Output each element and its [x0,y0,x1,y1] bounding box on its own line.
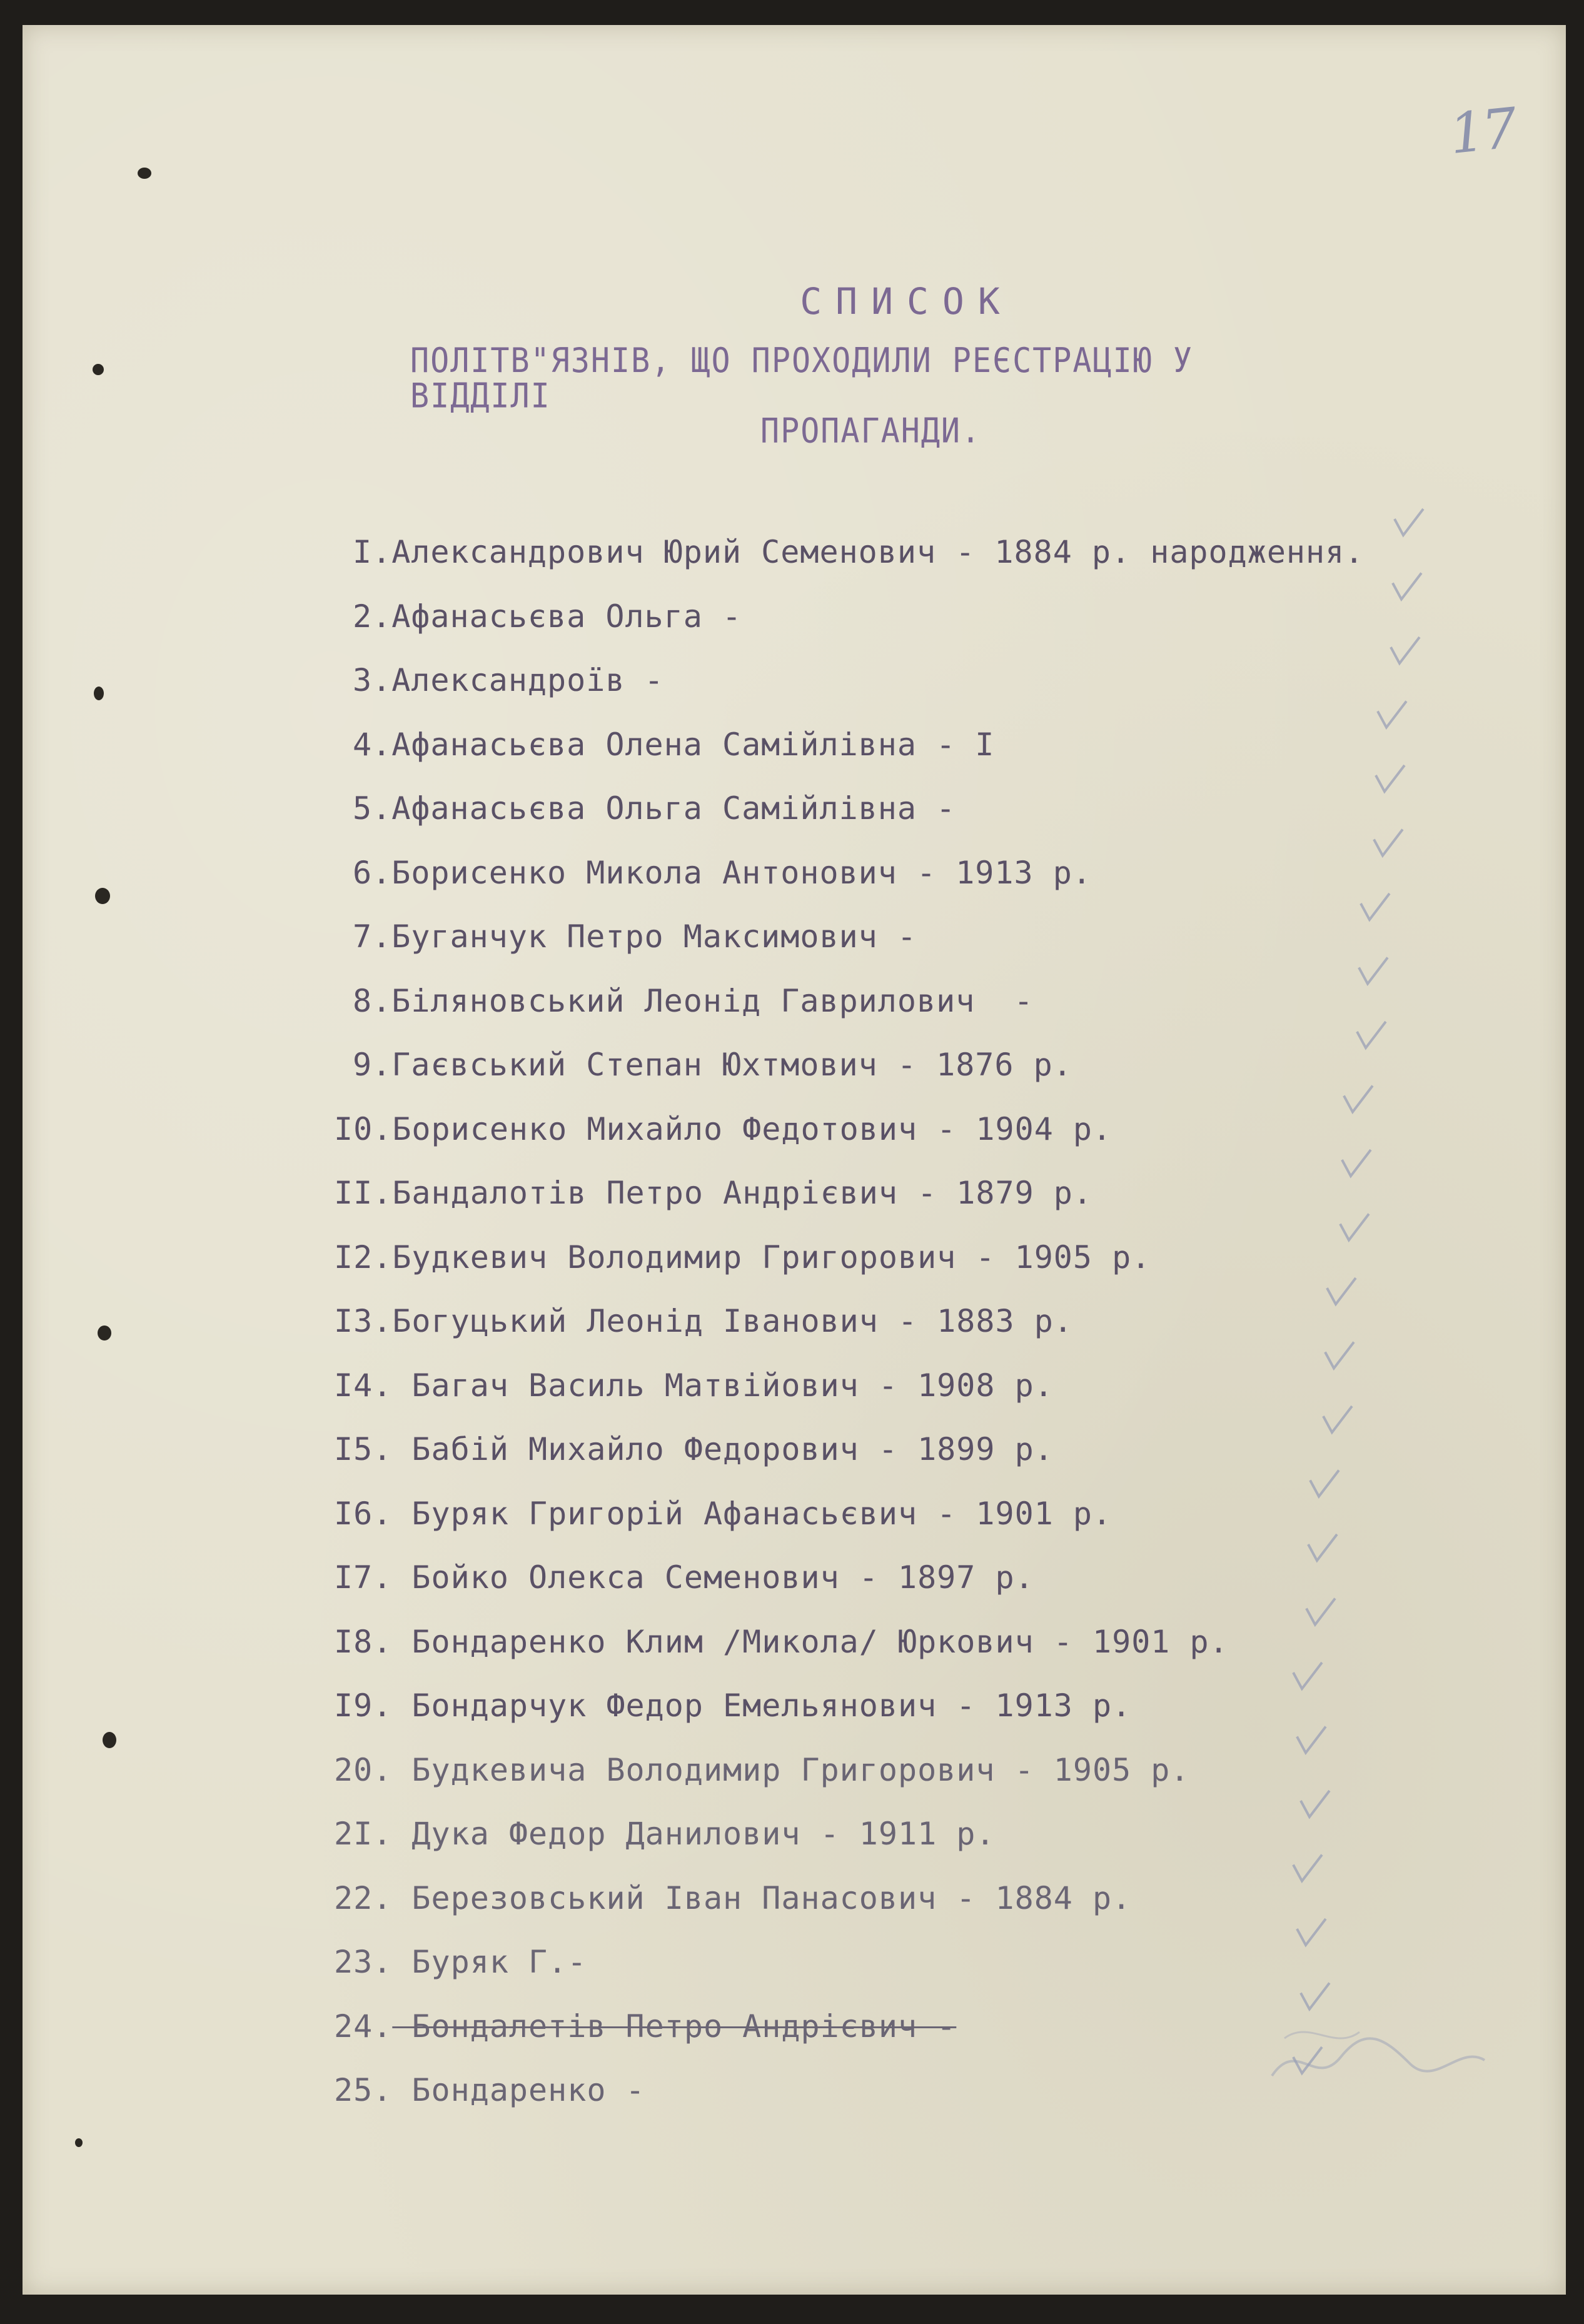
entry-number: 4. [353,726,392,763]
entry-text: Александроїв - [391,662,664,698]
entry-text: Бондарчук Федор Емельянович - 1913 р. [392,1688,1132,1724]
binder-hole [93,364,104,375]
entry-text: Афанасьєва Ольга - [391,598,742,635]
entry-text: Буряк Григорій Афанасьєвич - 1901 р. [392,1495,1112,1532]
entry-text: Борисенко Микола Антонович - 1913 р. [391,854,1092,891]
binder-hole [98,1325,111,1341]
document-title: СПИСОК [800,280,1014,323]
list-item [334,1556,1364,1620]
binder-hole [75,2138,83,2147]
list-item [334,1748,1364,1813]
entry-text: Біляновський Леонід Гаврилович - [391,982,1034,1019]
entry-text: Борисенко Михайло Федотович - 1904 р. [392,1110,1112,1147]
subtitle-line-2: ПРОПАГАНДИ. [760,411,982,451]
entry-number: I. [353,534,392,570]
entry-number: I6. [334,1495,393,1532]
entry-text: Афанасьєва Олена Самійлівна - I [391,726,995,763]
entry-number: 6. [353,854,392,891]
list-item [353,595,1364,659]
list-item [334,1171,1364,1235]
entry-text: Дука Федор Данилович - 1911 р. [392,1816,996,1852]
list-item [353,530,1364,595]
binder-hole [103,1732,116,1748]
list-item [334,1299,1364,1364]
prisoner-list [334,530,1365,2133]
entry-text: Будкевич Володимир Григорович - 1905 р. [392,1239,1151,1275]
binder-hole [95,888,110,904]
page-number: 17 [1446,95,1518,167]
entry-number: 25. [334,2072,393,2108]
subtitle-line-1: ПОЛІТВ"ЯЗНІВ, ЩО ПРОХОДИЛИ РЕЄСТРАЦІЮ У ВІДДІЛІ [410,341,1193,416]
list-item [334,1812,1364,1876]
entry-text: Бойко Олекса Семенович - 1897 р. [392,1559,1034,1596]
entry-number: 22. [334,1879,393,1916]
entry-number: I5. [334,1431,393,1467]
entry-text: Буганчук Петро Максимович - [391,918,917,955]
entry-number: I9. [334,1688,393,1724]
entry-number: 24. [334,2008,393,2045]
list-item-struck [334,2005,1364,2069]
entry-number: 2I. [334,1816,393,1852]
entry-text: Березовський Іван Панасович - 1884 р. [392,1879,1132,1916]
entry-text: Афанасьєва Ольга Самійлівна - [391,790,956,827]
binder-hole [138,168,151,179]
list-item [334,1492,1364,1556]
list-item [353,979,1364,1044]
binder-hole [94,687,104,700]
entry-text: Багач Василь Матвійович - 1908 р. [392,1367,1054,1404]
list-item [334,1235,1364,1300]
entry-number: II. [334,1175,393,1211]
entry-text: Богуцький Леонід Іванович - 1883 р. [392,1303,1073,1339]
entry-number: 3. [353,662,392,698]
list-item [334,2068,1364,2133]
entry-text: Бондалетів Петро Андрієвич - [392,2008,957,2045]
entry-text: Буряк Г.- [392,1944,587,1980]
list-item [353,658,1364,723]
entry-number: 20. [334,1751,393,1788]
list-item [353,1043,1364,1107]
list-item [334,1427,1364,1492]
pencil-scribble-icon [1259,2001,1497,2101]
entry-number: I3. [334,1303,393,1339]
entry-number: 2. [353,598,392,635]
entry-number: 23. [334,1944,393,1980]
entry-text: Бабій Михайло Федорович - 1899 р. [392,1431,1054,1467]
list-item [353,723,1364,787]
list-item [334,1107,1364,1172]
list-item [353,851,1364,915]
list-item [353,787,1364,851]
list-item [334,1684,1364,1748]
entry-text: Бондаренко - [392,2072,645,2108]
document-page [23,25,1566,2295]
entry-text: Будкевича Володимир Григорович - 1905 р. [392,1751,1190,1788]
entry-number: I0. [334,1110,393,1147]
entry-number: I4. [334,1367,393,1404]
entry-text: Бандалотів Петро Андрієвич - 1879 р. [392,1175,1093,1211]
entry-number: I8. [334,1623,393,1660]
list-item [334,1620,1364,1684]
entry-number: 7. [353,918,392,955]
document-subtitle [410,341,1336,451]
entry-text: Александрович Юрий Семенович - 1884 р. народження. [391,534,1365,570]
list-item [334,1364,1364,1428]
entry-text: Бондаренко Клим /Микола/ Юркович - 1901 р. [392,1623,1229,1660]
entry-number: 9. [353,1047,392,1083]
list-item [334,1876,1364,1941]
list-item [334,1940,1364,2005]
entry-number: I7. [334,1559,393,1596]
entry-text: Гаєвський Степан Юхтмович - 1876 р. [391,1047,1072,1083]
entry-number: 5. [353,790,392,827]
list-item [353,915,1364,979]
entry-number: I2. [334,1239,393,1275]
entry-number: 8. [353,982,392,1019]
